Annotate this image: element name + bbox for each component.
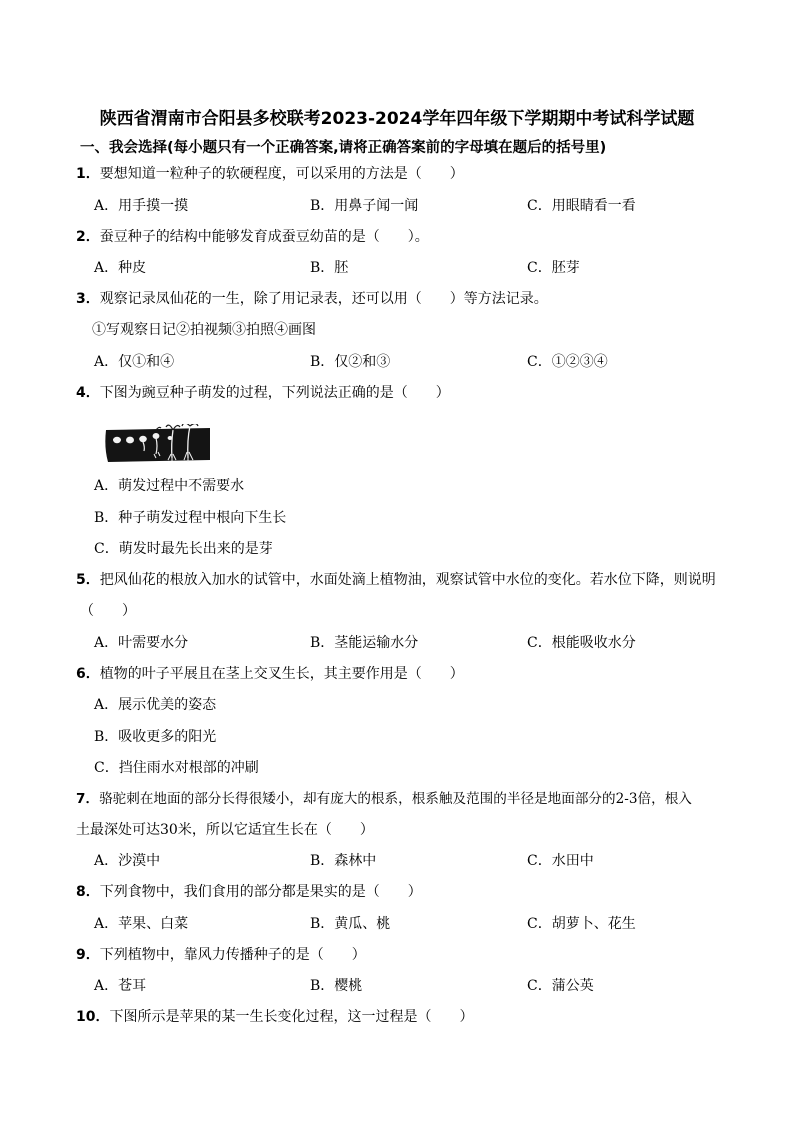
q2-option-a: A．种皮 bbox=[94, 260, 147, 276]
question-10 bbox=[76, 1007, 473, 1027]
question-text: 下列植物中，靠风力传播种子的是（ ） bbox=[99, 947, 366, 963]
q8-option-c: C．胡萝卜、花生 bbox=[527, 916, 636, 932]
q3-option-b: B．仅②和③ bbox=[310, 354, 391, 370]
q1-option-a: A．用手摸一摸 bbox=[94, 198, 189, 214]
q1-option-c: C．用眼睛看一看 bbox=[527, 198, 636, 214]
question-text: 下图为豌豆种子萌发的过程，下列说法正确的是（ ） bbox=[99, 385, 450, 401]
question-text: 蚕豆种子的结构中能够发育成蚕豆幼苗的是（ ）。 bbox=[99, 229, 429, 245]
q3-option-a: A．仅①和④ bbox=[94, 354, 175, 370]
q1-option-b: B．用鼻子闻一闻 bbox=[310, 198, 419, 214]
q5-option-b: B．茎能运输水分 bbox=[310, 635, 419, 651]
question-number: 4． bbox=[76, 385, 100, 401]
question-8 bbox=[76, 882, 422, 902]
question-number: 10． bbox=[76, 1009, 110, 1025]
q7-option-c: C．水田中 bbox=[527, 853, 594, 869]
question-9 bbox=[76, 945, 366, 965]
q2-option-b: B．胚 bbox=[310, 260, 349, 276]
question-3 bbox=[76, 289, 548, 309]
question-number: 1． bbox=[76, 166, 100, 182]
q4-option-b: B．种子萌发过程中根向下生长 bbox=[94, 510, 287, 526]
question-number: 7． bbox=[76, 791, 100, 807]
question-text: 下列食物中，我们食用的部分都是果实的是（ ） bbox=[99, 884, 422, 900]
question-text: 植物的叶子平展且在茎上交叉生长，其主要作用是（ ） bbox=[99, 666, 464, 682]
q6-option-b: B．吸收更多的阳光 bbox=[94, 729, 217, 745]
question-6 bbox=[76, 664, 464, 684]
q5-option-a: A．叶需要水分 bbox=[94, 635, 189, 651]
question-text: 骆驼刺在地面的部分长得很矮小，却有庞大的根系，根系触及范围的半径是地面部分的2-3倍，根入 bbox=[99, 791, 692, 807]
question-7 bbox=[76, 789, 692, 809]
pea-germination-figure bbox=[104, 424, 212, 464]
q7-option-b: B．森林中 bbox=[310, 853, 377, 869]
question-5 bbox=[76, 570, 716, 590]
q5-option-c: C．根能吸收水分 bbox=[527, 635, 636, 651]
question-number: 2． bbox=[76, 229, 100, 245]
q6-option-c: C．挡住雨水对根部的冲刷 bbox=[94, 760, 259, 776]
question-text: 观察记录凤仙花的一生，除了用记录表，还可以用（ ）等方法记录。 bbox=[99, 291, 548, 307]
q2-option-c: C．胚芽 bbox=[527, 260, 580, 276]
q9-option-c: C．蒲公英 bbox=[527, 978, 594, 994]
question-text: 把风仙花的根放入加水的试管中，水面处滴上植物油，观察试管中水位的变化。若水位下降，则说明 bbox=[99, 572, 716, 588]
question-2 bbox=[76, 227, 429, 247]
q3-option-c: C．①②③④ bbox=[527, 354, 608, 370]
q8-option-b: B．黄瓜、桃 bbox=[310, 916, 391, 932]
question-7-cont: 土最深处可达30米，所以它适宜生长在（ ） bbox=[76, 822, 374, 838]
question-5-cont: （ ） bbox=[80, 603, 136, 619]
question-number: 6． bbox=[76, 666, 100, 682]
q9-option-a: A．苍耳 bbox=[94, 978, 147, 994]
q4-option-a: A．萌发过程中不需要水 bbox=[94, 478, 245, 494]
question-text: 下图所示是苹果的某一生长变化过程，这一过程是（ ） bbox=[109, 1009, 474, 1025]
q7-option-a: A．沙漠中 bbox=[94, 853, 161, 869]
section-heading-choice: 一、我会选择(每小题只有一个正确答案,请将正确答案前的字母填在题后的括号里) bbox=[80, 140, 607, 156]
q9-option-b: B．樱桃 bbox=[310, 978, 363, 994]
question-4 bbox=[76, 383, 450, 403]
question-number: 9． bbox=[76, 947, 100, 963]
question-number: 3． bbox=[76, 291, 100, 307]
q6-option-a: A．展示优美的姿态 bbox=[94, 697, 217, 713]
question-1 bbox=[76, 164, 464, 184]
question-number: 8． bbox=[76, 884, 100, 900]
exam-title: 陕西省渭南市合阳县多校联考2023-2024学年四年级下学期期中考试科学试题 bbox=[99, 109, 695, 129]
question-text: 要想知道一粒种子的软硬程度，可以采用的方法是（ ） bbox=[99, 166, 464, 182]
q4-option-c: C．萌发时最先长出来的是芽 bbox=[94, 541, 273, 557]
question-number: 5． bbox=[76, 572, 100, 588]
q8-option-a: A．苹果、白菜 bbox=[94, 916, 189, 932]
q3-methods-list: ①写观察日记②拍视频③拍照④画图 bbox=[92, 322, 316, 338]
